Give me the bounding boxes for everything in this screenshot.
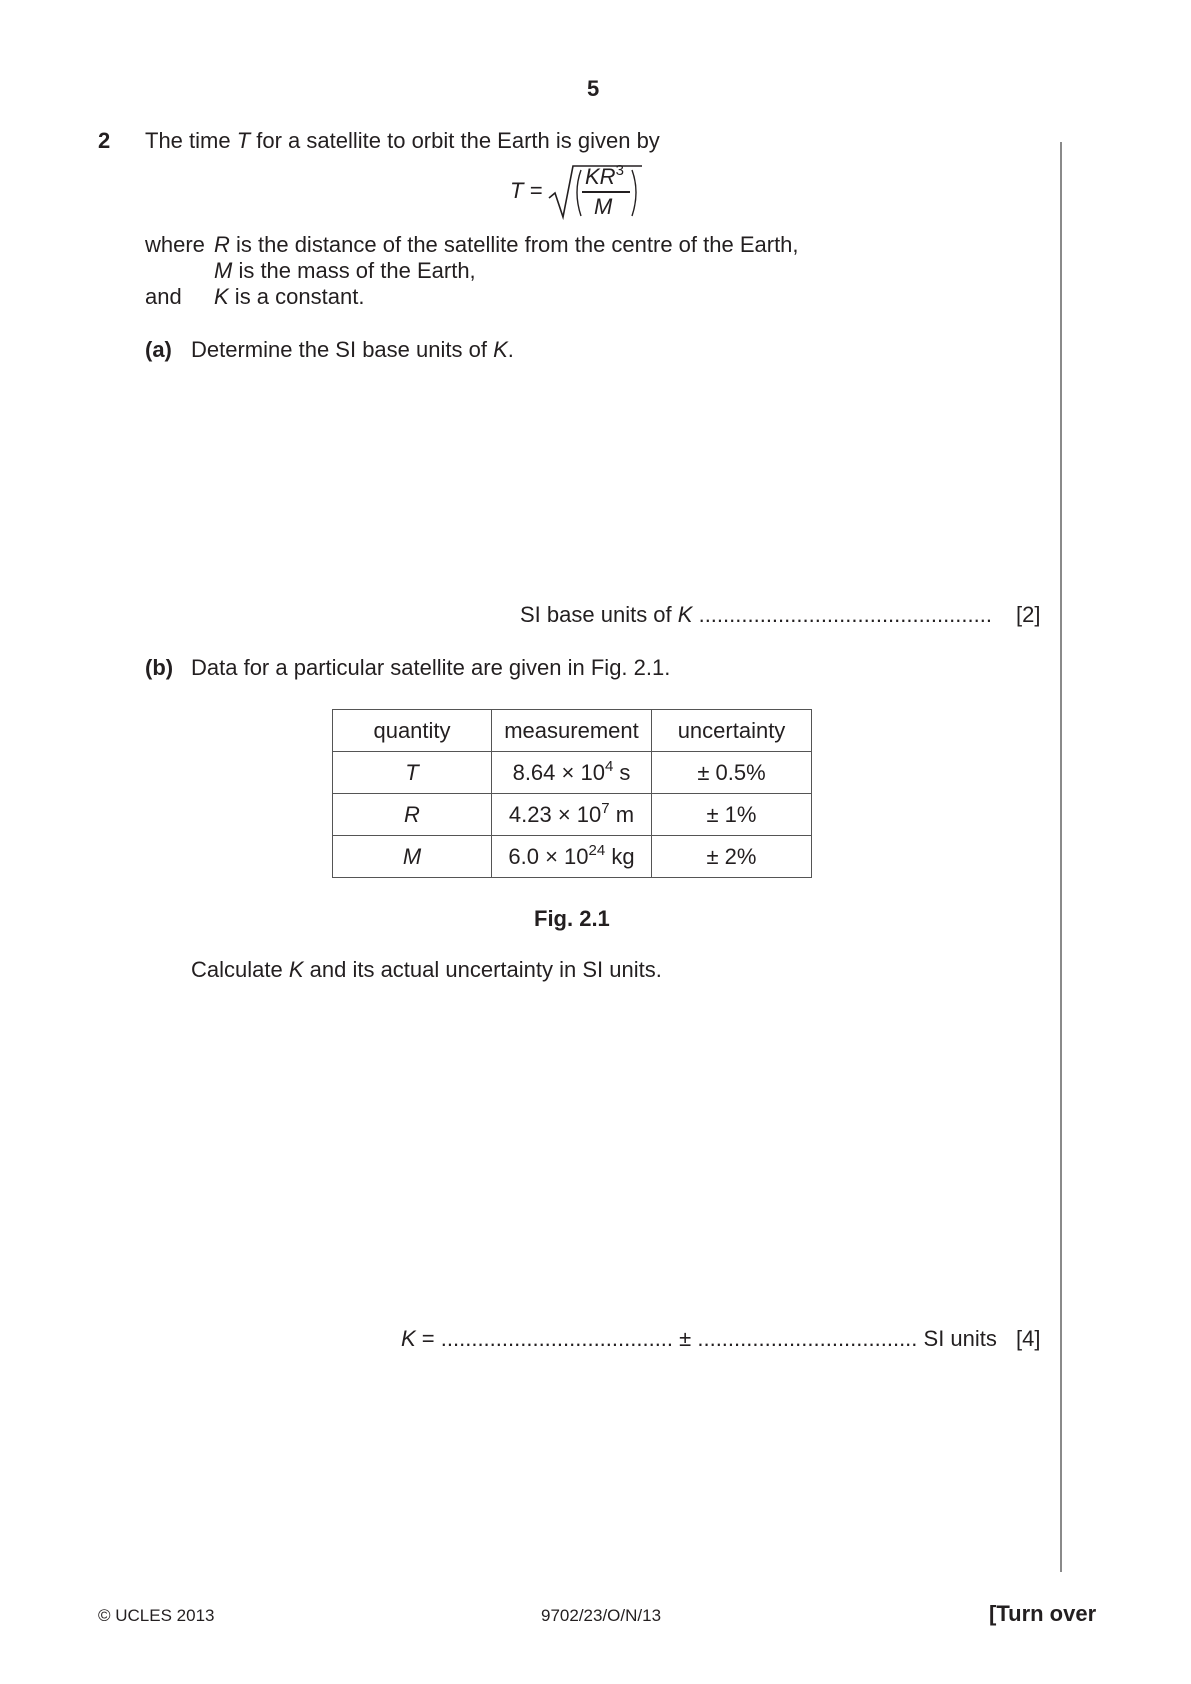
- measurement-cell: $8.64 \times 10^4$ s: [492, 752, 652, 794]
- definition-k: K is a constant.: [214, 284, 365, 309]
- part-a-text: Determine the SI base units of K.: [191, 337, 514, 362]
- and-word: and: [145, 284, 182, 309]
- table-header-row: [333, 710, 812, 752]
- turn-over: [Turn over: [989, 1601, 1097, 1626]
- part-a-label: (a): [145, 337, 172, 362]
- measurement-cell: $6.0 \times 10^{24}$ kg: [492, 836, 652, 878]
- table-row: [333, 752, 812, 794]
- uncertainty-cell: ± 0.5%: [652, 752, 812, 794]
- table-row: [333, 794, 812, 836]
- page-number: 5: [587, 76, 600, 101]
- formula-lhs: T =: [510, 178, 543, 203]
- part-b-answer-line[interactable]: K = ...................................... ± .................................... SI units: [401, 1326, 997, 1351]
- header-uncertainty: uncertainty: [652, 710, 812, 752]
- table-row: [333, 836, 812, 878]
- header-measurement: measurement: [492, 710, 652, 752]
- figure-caption: Fig. 2.1: [534, 906, 610, 931]
- part-a-marks: [2]: [1016, 602, 1041, 627]
- satellite-data-table: [332, 709, 812, 878]
- part-b-marks: [4]: [1016, 1326, 1041, 1351]
- quantity-cell: R: [333, 794, 492, 836]
- definition-m: M is the mass of the Earth,: [214, 258, 476, 283]
- where-word: where: [145, 232, 205, 257]
- part-a-answer-line[interactable]: SI base units of K ................................................: [520, 602, 992, 627]
- part-b-text: Data for a particular satellite are given in Fig. 2.1.: [191, 655, 671, 680]
- question-intro: The time T for a satellite to orbit the Earth is given by: [145, 128, 660, 153]
- formula-denominator: M: [594, 194, 613, 219]
- uncertainty-cell: ± 2%: [652, 836, 812, 878]
- quantity-cell: T: [333, 752, 492, 794]
- definition-r: R is the distance of the satellite from the centre of the Earth,: [214, 232, 799, 257]
- copyright: © UCLES 2013: [98, 1606, 215, 1625]
- fraction-bar: [582, 191, 630, 193]
- question-number: 2: [98, 128, 111, 153]
- uncertainty-cell: ± 1%: [652, 794, 812, 836]
- paper-code: 9702/23/O/N/13: [541, 1606, 662, 1625]
- header-quantity: quantity: [333, 710, 492, 752]
- measurement-cell: $4.23 \times 10^7$ m: [492, 794, 652, 836]
- margin-line: [1060, 142, 1062, 1572]
- part-b-label: (b): [145, 655, 174, 680]
- orbit-period-formula: [510, 160, 670, 220]
- quantity-cell: M: [333, 836, 492, 878]
- formula-numerator: $KR^3$: [585, 162, 624, 189]
- calculate-instruction: Calculate K and its actual uncertainty in SI units.: [191, 957, 662, 982]
